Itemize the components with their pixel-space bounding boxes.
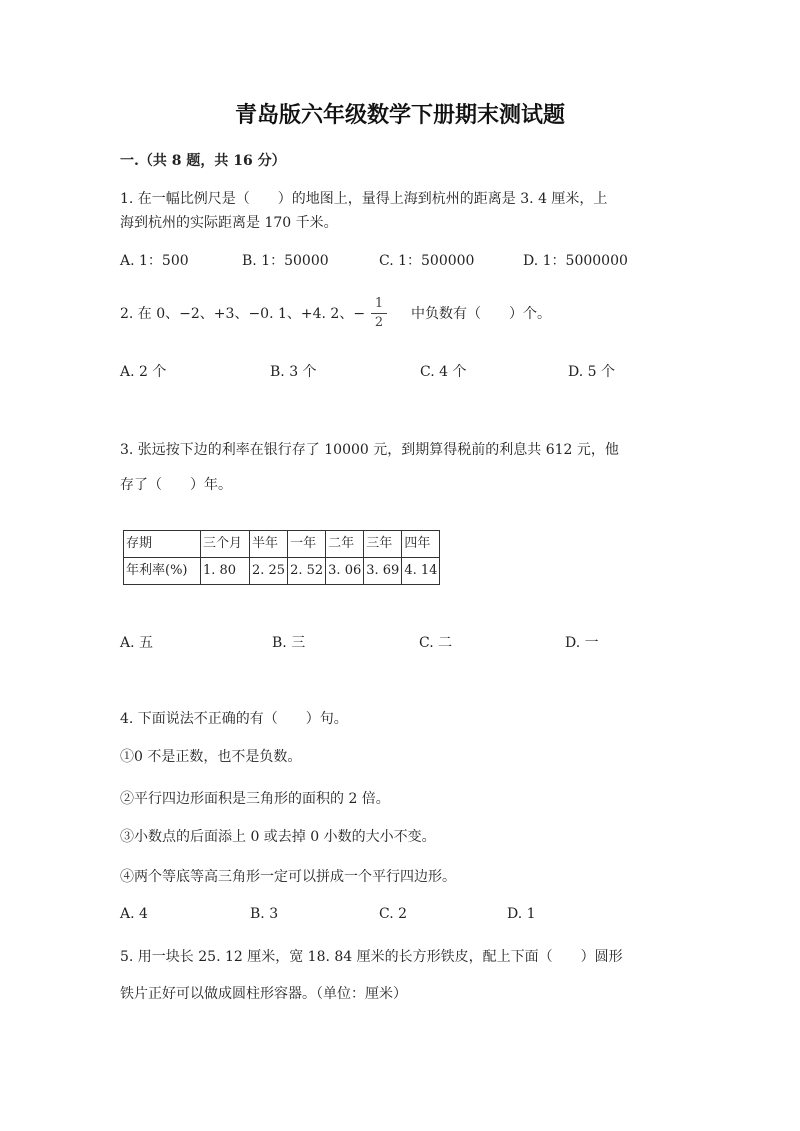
q3-option-a: A. 五 — [120, 635, 154, 651]
question-2-text: 2. 在 0、−2、+3、−0. 1、+4. 2、− — [120, 306, 366, 322]
q1-option-b: B. 1：50000 — [242, 253, 329, 269]
statement-3: ③小数点的后面添上 0 或去掉 0 小数的大小不变。 — [120, 829, 436, 845]
q1-option-a: A. 1：500 — [120, 253, 189, 269]
table-cell: 2. 25 — [250, 558, 288, 585]
q3-option-c: C. 二 — [419, 635, 453, 651]
q2-option-a: A. 2 个 — [120, 364, 167, 380]
table-cell: 四年 — [402, 531, 440, 558]
q4-option-a: A. 4 — [120, 906, 148, 922]
question-1-text-cont: 海到杭州的实际距离是 170 千米。 — [120, 215, 338, 231]
table-row — [124, 531, 440, 558]
question-3-text-cont: 存了（ ）年。 — [120, 477, 232, 493]
table-cell: 年利率(%) — [124, 558, 201, 585]
question-5-text: 5. 用一块长 25. 12 厘米，宽 18. 84 厘米的长方形铁皮，配上下面（ ）圆形 — [120, 949, 623, 965]
interest-rate-table — [123, 530, 440, 585]
table-cell: 1. 80 — [201, 558, 250, 585]
q4-option-d: D. 1 — [507, 906, 536, 922]
table-cell: 三个月 — [201, 531, 250, 558]
question-3-text: 3. 张远按下边的利率在银行存了 10000 元，到期算得税前的利息共 612 元，他 — [120, 442, 619, 458]
q3-option-d: D. 一 — [565, 635, 599, 651]
table-cell: 一年 — [288, 531, 326, 558]
table-cell: 3. 69 — [364, 558, 402, 585]
statement-4: ④两个等底等高三角形一定可以拼成一个平行四边形。 — [120, 869, 456, 885]
fraction-denominator: 2 — [374, 315, 384, 330]
table-cell: 二年 — [326, 531, 364, 558]
fraction-numerator: 1 — [374, 296, 384, 311]
question-4-text: 4. 下面说法不正确的有（ ）句。 — [120, 711, 348, 727]
q2-option-b: B. 3 个 — [270, 364, 317, 380]
q2-option-d: D. 5 个 — [568, 364, 615, 380]
statement-2: ②平行四边形面积是三角形的面积的 2 倍。 — [120, 791, 390, 807]
section-heading: 一.（共 8 题，共 16 分） — [120, 153, 286, 169]
q2-option-c: C. 4 个 — [420, 364, 467, 380]
page-title: 青岛版六年级数学下册期末测试题 — [234, 102, 565, 128]
table-cell: 三年 — [364, 531, 402, 558]
table-cell: 2. 52 — [288, 558, 326, 585]
q1-option-d: D. 1：5000000 — [523, 253, 628, 269]
table-cell: 存期 — [124, 531, 201, 558]
fraction-bar — [371, 313, 387, 314]
question-5-text-cont: 铁片正好可以做成圆柱形容器。（单位：厘米） — [120, 986, 407, 1002]
q4-option-b: B. 3 — [250, 906, 279, 922]
table-cell: 半年 — [250, 531, 288, 558]
table-row — [124, 558, 440, 585]
table-cell: 3. 06 — [326, 558, 364, 585]
q1-option-c: C. 1：500000 — [379, 253, 475, 269]
q4-option-c: C. 2 — [379, 906, 408, 922]
fraction-one-half — [371, 296, 387, 331]
statement-1: ①0 不是正数，也不是负数。 — [120, 749, 302, 765]
question-2-text-end: 中负数有（ ）个。 — [411, 306, 551, 322]
question-1-text: 1. 在一幅比例尺是（ ）的地图上，量得上海到杭州的距离是 3. 4 厘米，上 — [120, 191, 608, 207]
q3-option-b: B. 三 — [272, 635, 306, 651]
table-cell: 4. 14 — [402, 558, 440, 585]
